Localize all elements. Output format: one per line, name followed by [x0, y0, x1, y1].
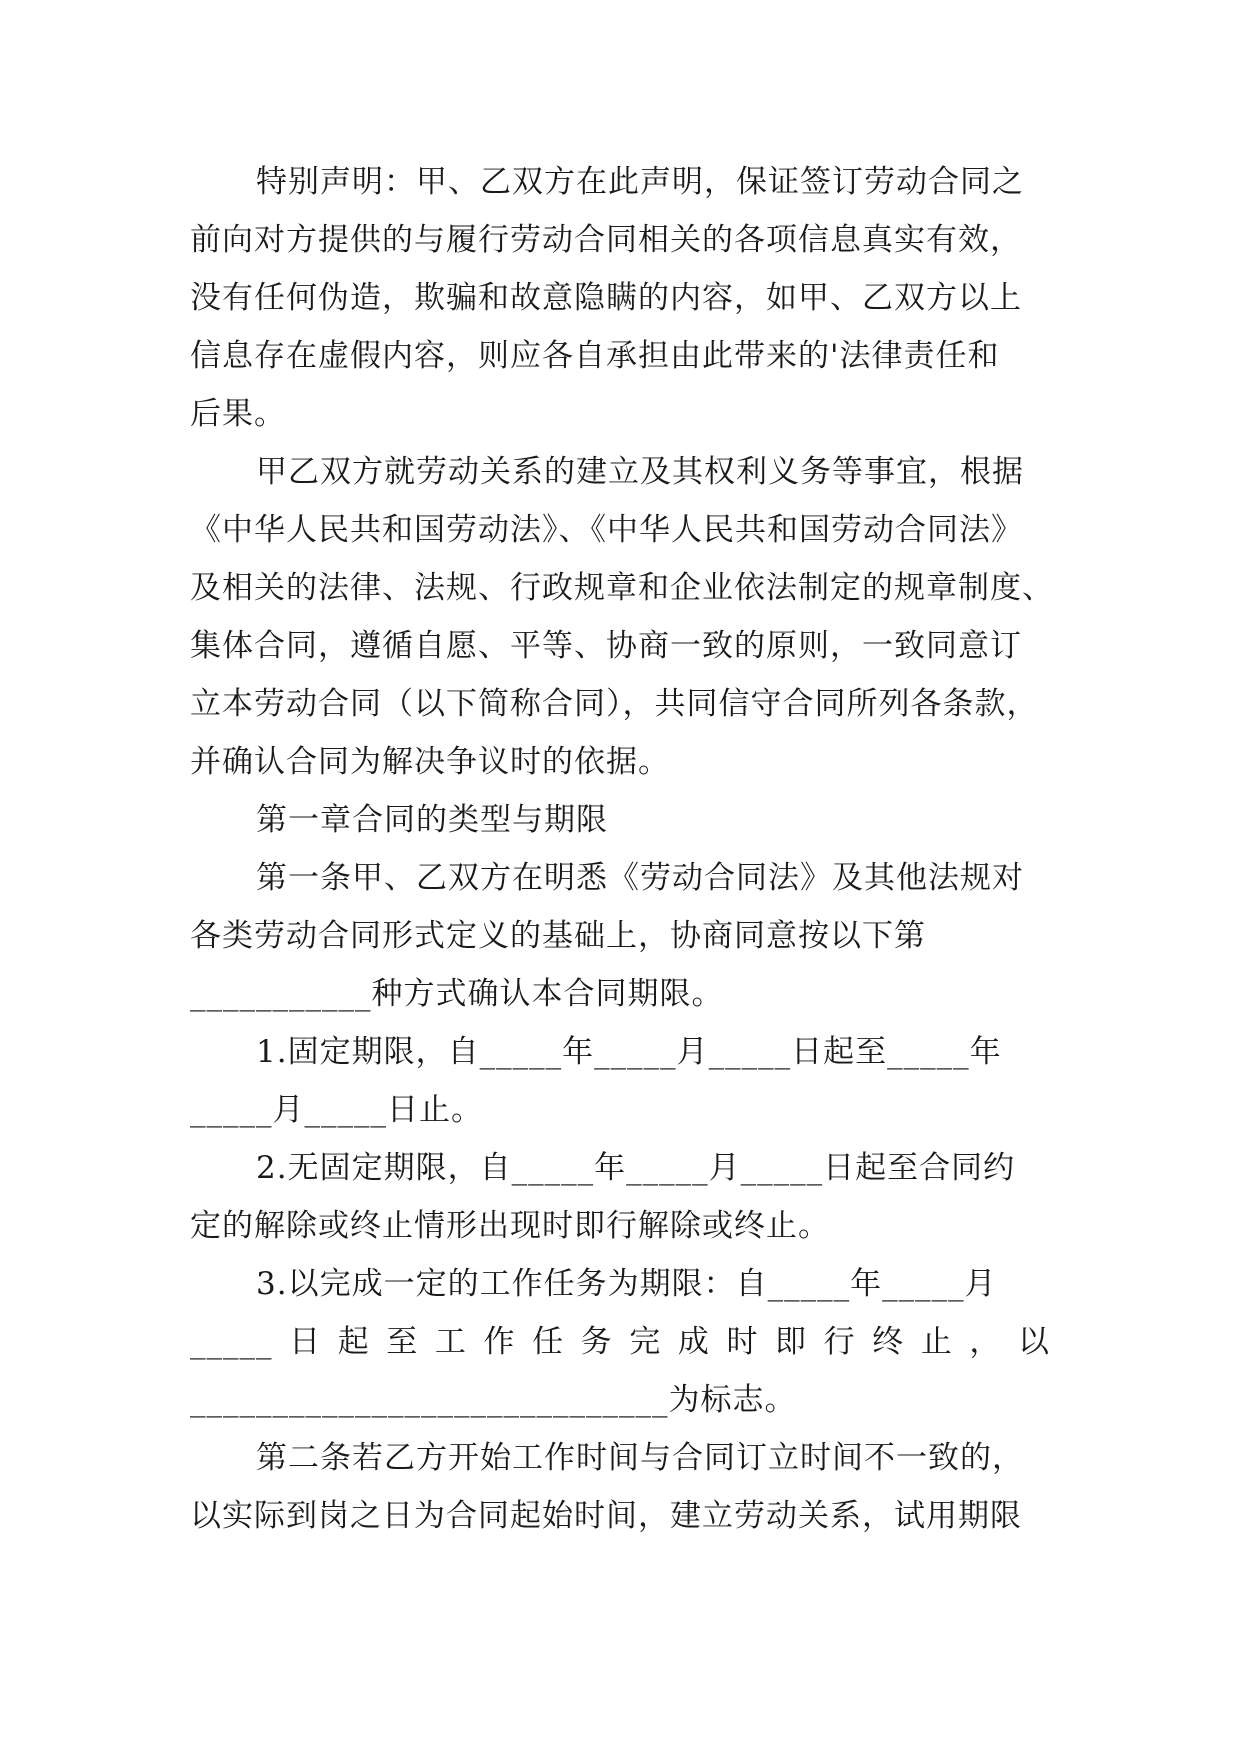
line-segment: 行 [823, 1324, 856, 1360]
paragraph-line: 第二条若乙方开始工作时间与合同订立时间不一致的， [256, 1440, 1024, 1476]
line-segment: 至 [386, 1324, 419, 1360]
line-segment: _____ [190, 1324, 273, 1360]
paragraph-line: 以实际到岗之日为合同起始时间，建立劳动关系，试用期限 [190, 1498, 1022, 1534]
line-segment: 起 [337, 1324, 370, 1360]
paragraph-line: 没有任何伪造，欺骗和故意隐瞒的内容，如甲、乙双方以上 [190, 280, 1022, 316]
paragraph-line: 3.以完成一定的工作任务为期限：自_____年_____月 [256, 1266, 997, 1302]
line-segment: 工 [434, 1324, 467, 1360]
paragraph-line: 立本劳动合同（以下简称合同），共同信守合同所列各条款， [190, 686, 1039, 722]
paragraph-line: ___________种方式确认本合同期限。 [190, 976, 724, 1012]
line-segment: 务 [580, 1324, 613, 1360]
paragraph-line: 定的解除或终止情形出现时即行解除或终止。 [190, 1208, 830, 1244]
paragraph-line: 各类劳动合同形式定义的基础上，协商同意按以下第 [190, 918, 926, 954]
chapter-heading: 第一章合同的类型与期限 [256, 802, 608, 838]
line-segment: 时 [726, 1324, 759, 1360]
line-segment: 成 [677, 1324, 710, 1360]
paragraph-line: 第一条甲、乙双方在明悉《劳动合同法》及其他法规对 [256, 860, 1024, 896]
paragraph-line: 集体合同，遵循自愿、平等、协商一致的原则，一致同意订 [190, 628, 1022, 664]
paragraph-line: 甲乙双方就劳动关系的建立及其权利义务等事宜，根据 [256, 454, 1024, 490]
paragraph-line: 后果。 [190, 396, 286, 432]
line-segment: 作 [483, 1324, 516, 1360]
line-segment: 即 [775, 1324, 808, 1360]
line-segment: 任 [532, 1324, 565, 1360]
paragraph-line: 信息存在虚假内容，则应各自承担由此带来的'法律责任和 [190, 338, 1000, 374]
paragraph-line: 2.无固定期限，自_____年_____月_____日起至合同约 [256, 1150, 1016, 1186]
line-segment: ， [969, 1324, 1002, 1360]
paragraph-line: 前向对方提供的与履行劳动合同相关的各项信息真实有效， [190, 222, 1022, 258]
line-segment: 日 [289, 1324, 322, 1360]
paragraph-line: _____________________________为标志。 [190, 1382, 797, 1418]
line-segment: 止 [920, 1324, 953, 1360]
paragraph-line: _____月_____日止。 [190, 1092, 483, 1128]
line-segment: 完 [629, 1324, 662, 1360]
paragraph-line-justified [190, 1322, 1050, 1362]
line-segment: 终 [872, 1324, 905, 1360]
line-segment: 以 [1018, 1324, 1050, 1360]
paragraph-line: 并确认合同为解决争议时的依据。 [190, 744, 670, 780]
paragraph-line: 特别声明：甲、乙双方在此声明，保证签订劳动合同之 [256, 164, 1024, 200]
paragraph-line: 1.固定期限，自_____年_____月_____日起至_____年 [256, 1034, 1002, 1070]
paragraph-line: 及相关的法律、法规、行政规章和企业依法制定的规章制度、 [190, 570, 1054, 606]
paragraph-line: 《中华人民共和国劳动法》、《中华人民共和国劳动合同法》 [190, 512, 1023, 548]
